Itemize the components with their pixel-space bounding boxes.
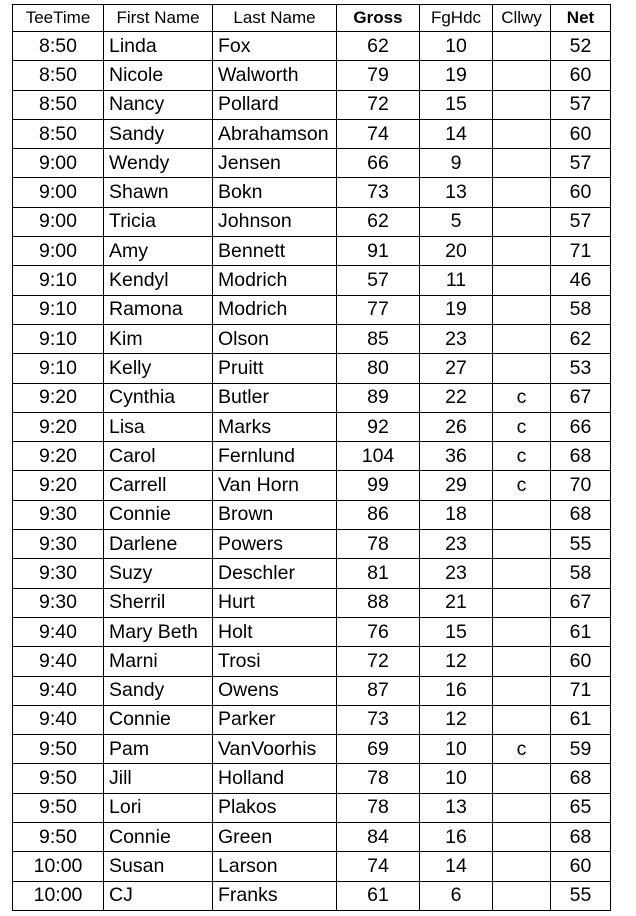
gross-cell: 76 [337,617,420,646]
tee-time-cell: 9:40 [13,705,104,734]
fghdc-cell: 10 [420,32,493,61]
first-name-cell: Connie [104,823,213,852]
first-name-cell: Connie [104,705,213,734]
net-cell: 66 [551,412,611,441]
cllwy-cell [493,354,551,383]
tee-time-cell: 9:40 [13,617,104,646]
fghdc-cell: 19 [420,61,493,90]
cllwy-cell: c [493,383,551,412]
gross-cell: 84 [337,823,420,852]
first-name-cell: Lori [104,793,213,822]
net-cell: 68 [551,442,611,471]
last-name-cell: Larson [213,852,337,881]
table-row [13,852,611,881]
fghdc-cell: 21 [420,588,493,617]
fghdc-cell: 6 [420,881,493,910]
fghdc-cell: 9 [420,149,493,178]
gross-cell: 78 [337,764,420,793]
first-name-cell: Nancy [104,90,213,119]
net-cell: 58 [551,559,611,588]
gross-cell: 69 [337,735,420,764]
last-name-cell: Butler [213,383,337,412]
table-row [13,61,611,90]
cllwy-cell [493,266,551,295]
first-name-cell: Kim [104,324,213,353]
net-cell: 59 [551,735,611,764]
cllwy-cell [493,705,551,734]
fghdc-cell: 26 [420,412,493,441]
header-gross: Gross [337,5,420,32]
fghdc-cell: 10 [420,764,493,793]
fghdc-cell: 23 [420,530,493,559]
net-cell: 52 [551,32,611,61]
table-row [13,32,611,61]
fghdc-cell: 12 [420,647,493,676]
last-name-cell: Trosi [213,647,337,676]
last-name-cell: Holt [213,617,337,646]
gross-cell: 92 [337,412,420,441]
tee-time-cell: 9:10 [13,354,104,383]
cllwy-cell [493,559,551,588]
tee-time-cell: 8:50 [13,61,104,90]
cllwy-cell [493,119,551,148]
last-name-cell: Brown [213,500,337,529]
last-name-cell: Green [213,823,337,852]
net-cell: 68 [551,764,611,793]
cllwy-cell [493,588,551,617]
first-name-cell: Susan [104,852,213,881]
cllwy-cell [493,764,551,793]
first-name-cell: Pam [104,735,213,764]
first-name-cell: Marni [104,647,213,676]
cllwy-cell [493,178,551,207]
last-name-cell: Van Horn [213,471,337,500]
tee-time-cell: 9:50 [13,823,104,852]
first-name-cell: Connie [104,500,213,529]
tee-time-cell: 9:20 [13,412,104,441]
gross-cell: 86 [337,500,420,529]
tee-time-cell: 9:00 [13,178,104,207]
gross-cell: 77 [337,295,420,324]
gross-cell: 74 [337,852,420,881]
table-row [13,559,611,588]
net-cell: 61 [551,705,611,734]
fghdc-cell: 13 [420,178,493,207]
cllwy-cell: c [493,471,551,500]
net-cell: 71 [551,676,611,705]
cllwy-cell: c [493,442,551,471]
table-row [13,90,611,119]
first-name-cell: Sandy [104,119,213,148]
fghdc-cell: 13 [420,793,493,822]
last-name-cell: Fernlund [213,442,337,471]
gross-cell: 81 [337,559,420,588]
gross-cell: 66 [337,149,420,178]
table-row [13,207,611,236]
gross-cell: 62 [337,32,420,61]
net-cell: 67 [551,588,611,617]
table-row [13,324,611,353]
first-name-cell: Mary Beth [104,617,213,646]
table-row [13,676,611,705]
gross-cell: 73 [337,178,420,207]
last-name-cell: Olson [213,324,337,353]
fghdc-cell: 29 [420,471,493,500]
gross-cell: 99 [337,471,420,500]
fghdc-cell: 27 [420,354,493,383]
last-name-cell: Modrich [213,295,337,324]
last-name-cell: Owens [213,676,337,705]
fghdc-cell: 5 [420,207,493,236]
first-name-cell: Shawn [104,178,213,207]
tee-time-cell: 9:40 [13,647,104,676]
gross-cell: 89 [337,383,420,412]
gross-cell: 72 [337,647,420,676]
table-row [13,412,611,441]
first-name-cell: Linda [104,32,213,61]
net-cell: 62 [551,324,611,353]
net-cell: 71 [551,237,611,266]
tee-time-cell: 9:20 [13,442,104,471]
first-name-cell: Tricia [104,207,213,236]
table-row [13,500,611,529]
net-cell: 61 [551,617,611,646]
fghdc-cell: 23 [420,559,493,588]
fghdc-cell: 19 [420,295,493,324]
last-name-cell: Franks [213,881,337,910]
net-cell: 67 [551,383,611,412]
first-name-cell: Ramona [104,295,213,324]
gross-cell: 88 [337,588,420,617]
header-fghdc: FgHdc [420,5,493,32]
table-row [13,471,611,500]
fghdc-cell: 12 [420,705,493,734]
net-cell: 60 [551,61,611,90]
first-name-cell: Amy [104,237,213,266]
table-row [13,530,611,559]
tee-time-cell: 9:50 [13,735,104,764]
cllwy-cell [493,32,551,61]
tee-time-cell: 9:10 [13,266,104,295]
cllwy-cell [493,823,551,852]
net-cell: 60 [551,119,611,148]
gross-cell: 61 [337,881,420,910]
table-row [13,266,611,295]
tee-time-cell: 8:50 [13,119,104,148]
table-row [13,295,611,324]
first-name-cell: Wendy [104,149,213,178]
tee-time-cell: 10:00 [13,852,104,881]
fghdc-cell: 14 [420,852,493,881]
net-cell: 68 [551,500,611,529]
tee-time-cell: 9:40 [13,676,104,705]
first-name-cell: Carol [104,442,213,471]
first-name-cell: Nicole [104,61,213,90]
table-row [13,823,611,852]
last-name-cell: Bennett [213,237,337,266]
last-name-cell: Walworth [213,61,337,90]
net-cell: 55 [551,881,611,910]
cllwy-cell [493,676,551,705]
tee-time-cell: 8:50 [13,32,104,61]
last-name-cell: Holland [213,764,337,793]
first-name-cell: Kendyl [104,266,213,295]
tee-time-cell: 9:10 [13,324,104,353]
fghdc-cell: 10 [420,735,493,764]
net-cell: 46 [551,266,611,295]
gross-cell: 74 [337,119,420,148]
fghdc-cell: 15 [420,617,493,646]
net-cell: 57 [551,207,611,236]
first-name-cell: Suzy [104,559,213,588]
cllwy-cell [493,207,551,236]
cllwy-cell [493,324,551,353]
net-cell: 60 [551,647,611,676]
tee-time-cell: 9:30 [13,588,104,617]
gross-cell: 57 [337,266,420,295]
table-row [13,354,611,383]
net-cell: 60 [551,178,611,207]
gross-cell: 72 [337,90,420,119]
table-row [13,588,611,617]
gross-cell: 85 [337,324,420,353]
tee-time-cell: 9:00 [13,237,104,266]
cllwy-cell [493,149,551,178]
table-row [13,119,611,148]
cllwy-cell [493,852,551,881]
fghdc-cell: 36 [420,442,493,471]
table-row [13,617,611,646]
header-tee-time: TeeTime [13,5,104,32]
scores-table [12,4,611,911]
first-name-cell: Jill [104,764,213,793]
tee-time-cell: 9:00 [13,207,104,236]
table-row [13,881,611,910]
tee-time-cell: 9:00 [13,149,104,178]
cllwy-cell: c [493,735,551,764]
table-row [13,383,611,412]
gross-cell: 91 [337,237,420,266]
first-name-cell: Sandy [104,676,213,705]
table-row [13,705,611,734]
net-cell: 60 [551,852,611,881]
cllwy-cell [493,647,551,676]
tee-time-cell: 9:10 [13,295,104,324]
last-name-cell: Abrahamson [213,119,337,148]
cllwy-cell [493,61,551,90]
last-name-cell: Powers [213,530,337,559]
net-cell: 57 [551,90,611,119]
fghdc-cell: 16 [420,676,493,705]
first-name-cell: Kelly [104,354,213,383]
header-first-name: First Name [104,5,213,32]
net-cell: 70 [551,471,611,500]
table-row [13,764,611,793]
net-cell: 65 [551,793,611,822]
fghdc-cell: 16 [420,823,493,852]
tee-time-cell: 8:50 [13,90,104,119]
first-name-cell: Lisa [104,412,213,441]
cllwy-cell [493,530,551,559]
fghdc-cell: 15 [420,90,493,119]
last-name-cell: Marks [213,412,337,441]
first-name-cell: CJ [104,881,213,910]
table-row [13,735,611,764]
cllwy-cell [493,237,551,266]
last-name-cell: Hurt [213,588,337,617]
last-name-cell: Deschler [213,559,337,588]
first-name-cell: Carrell [104,471,213,500]
cllwy-cell [493,295,551,324]
fghdc-cell: 11 [420,266,493,295]
first-name-cell: Sherril [104,588,213,617]
gross-cell: 79 [337,61,420,90]
table-row [13,793,611,822]
cllwy-cell [493,881,551,910]
header-row [13,5,611,32]
last-name-cell: Jensen [213,149,337,178]
first-name-cell: Darlene [104,530,213,559]
last-name-cell: Pruitt [213,354,337,383]
table-body [13,32,611,911]
cllwy-cell [493,500,551,529]
gross-cell: 80 [337,354,420,383]
net-cell: 55 [551,530,611,559]
tee-time-cell: 9:20 [13,383,104,412]
last-name-cell: Modrich [213,266,337,295]
tee-time-cell: 9:30 [13,500,104,529]
gross-cell: 73 [337,705,420,734]
tee-time-cell: 9:30 [13,530,104,559]
tee-time-cell: 10:00 [13,881,104,910]
fghdc-cell: 14 [420,119,493,148]
cllwy-cell [493,793,551,822]
table-row [13,149,611,178]
fghdc-cell: 18 [420,500,493,529]
gross-cell: 62 [337,207,420,236]
gross-cell: 78 [337,530,420,559]
last-name-cell: Plakos [213,793,337,822]
first-name-cell: Cynthia [104,383,213,412]
tee-time-cell: 9:30 [13,559,104,588]
net-cell: 58 [551,295,611,324]
table-row [13,178,611,207]
net-cell: 57 [551,149,611,178]
last-name-cell: Johnson [213,207,337,236]
table-row [13,237,611,266]
tee-time-cell: 9:50 [13,764,104,793]
last-name-cell: Pollard [213,90,337,119]
gross-cell: 87 [337,676,420,705]
gross-cell: 104 [337,442,420,471]
cllwy-cell [493,617,551,646]
last-name-cell: VanVoorhis [213,735,337,764]
table-row [13,647,611,676]
tee-time-cell: 9:50 [13,793,104,822]
cllwy-cell [493,90,551,119]
fghdc-cell: 20 [420,237,493,266]
table-row [13,442,611,471]
cllwy-cell: c [493,412,551,441]
net-cell: 68 [551,823,611,852]
last-name-cell: Parker [213,705,337,734]
tee-time-cell: 9:20 [13,471,104,500]
net-cell: 53 [551,354,611,383]
gross-cell: 78 [337,793,420,822]
header-cllwy: Cllwy [493,5,551,32]
fghdc-cell: 23 [420,324,493,353]
fghdc-cell: 22 [420,383,493,412]
last-name-cell: Bokn [213,178,337,207]
header-last-name: Last Name [213,5,337,32]
last-name-cell: Fox [213,32,337,61]
header-net: Net [551,5,611,32]
